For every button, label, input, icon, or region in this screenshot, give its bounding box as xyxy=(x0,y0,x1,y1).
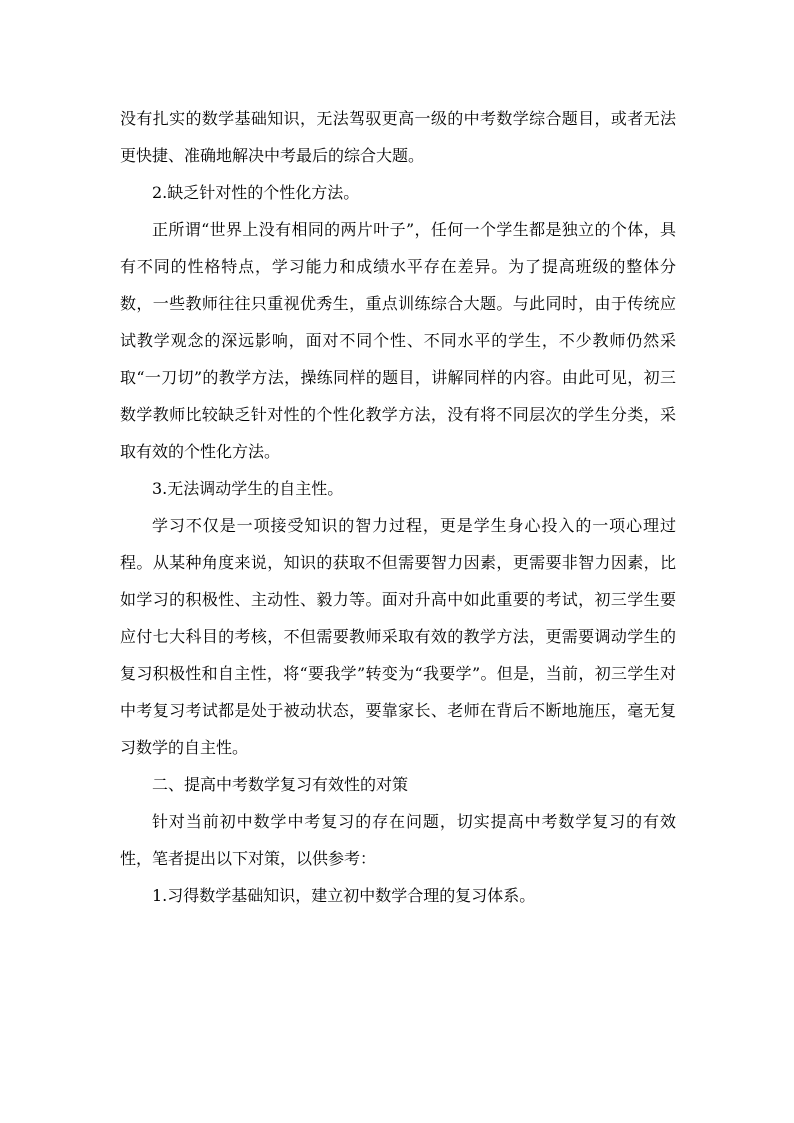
paragraph-countermeasures-intro: 针对当前初中数学中考复习的存在问题，切实提高中考数学复习的有效性，笔者提出以下对策，以供参考： xyxy=(120,812,676,868)
subheading-2: 2.缺乏针对性的个性化方法。 xyxy=(152,183,360,202)
paragraph-continuation: 没有扎实的数学基础知识，无法驾驭更高一级的中考数学综合题目，或者无法更快捷、准确地解决中考最后的综合大题。 xyxy=(120,109,676,165)
document-body xyxy=(120,100,676,914)
subheading-3: 3.无法调动学生的自主性。 xyxy=(152,479,344,498)
subheading-1: 1.习得数学基础知识，建立初中数学合理的复习体系。 xyxy=(152,886,536,905)
paragraph-autonomy: 学习不仅是一项接受知识的智力过程，更是学生身心投入的一项心理过程。从某种角度来说，知识的获取不但需要智力因素，更需要非智力因素，比如学习的积极性、主动性、毅力等。面对升高中如此重要的考试，初三学生要应付七大科目的考核，不但需要教师采取有效的教学方法，更需要调动学生的复习积极性和自主性，将“要我学”转变为“我要学”。但是，当前，初三学生对中考复习考试都是处于被动状态，要靠家长、老师在背后不断地施压，毫无复习数学的自主性。 xyxy=(120,516,676,757)
section-heading-2: 二、提高中考数学复习有效性的对策 xyxy=(152,775,409,794)
paragraph-individualized-methods: 正所谓“世界上没有相同的两片叶子”，任何一个学生都是独立的个体，具有不同的性格特点，学习能力和成绩水平存在差异。为了提高班级的整体分数，一些教师往往只重视优秀生，重点训练综合大题。与此同时，由于传统应试教学观念的深远影响，面对不同个性、不同水平的学生，不少教师仍然采取“一刀切”的教学方法，操练同样的题目，讲解同样的内容。由此可见，初三数学教师比较缺乏针对性的个性化教学方法，没有将不同层次的学生分类，采取有效的个性化方法。 xyxy=(120,220,676,461)
